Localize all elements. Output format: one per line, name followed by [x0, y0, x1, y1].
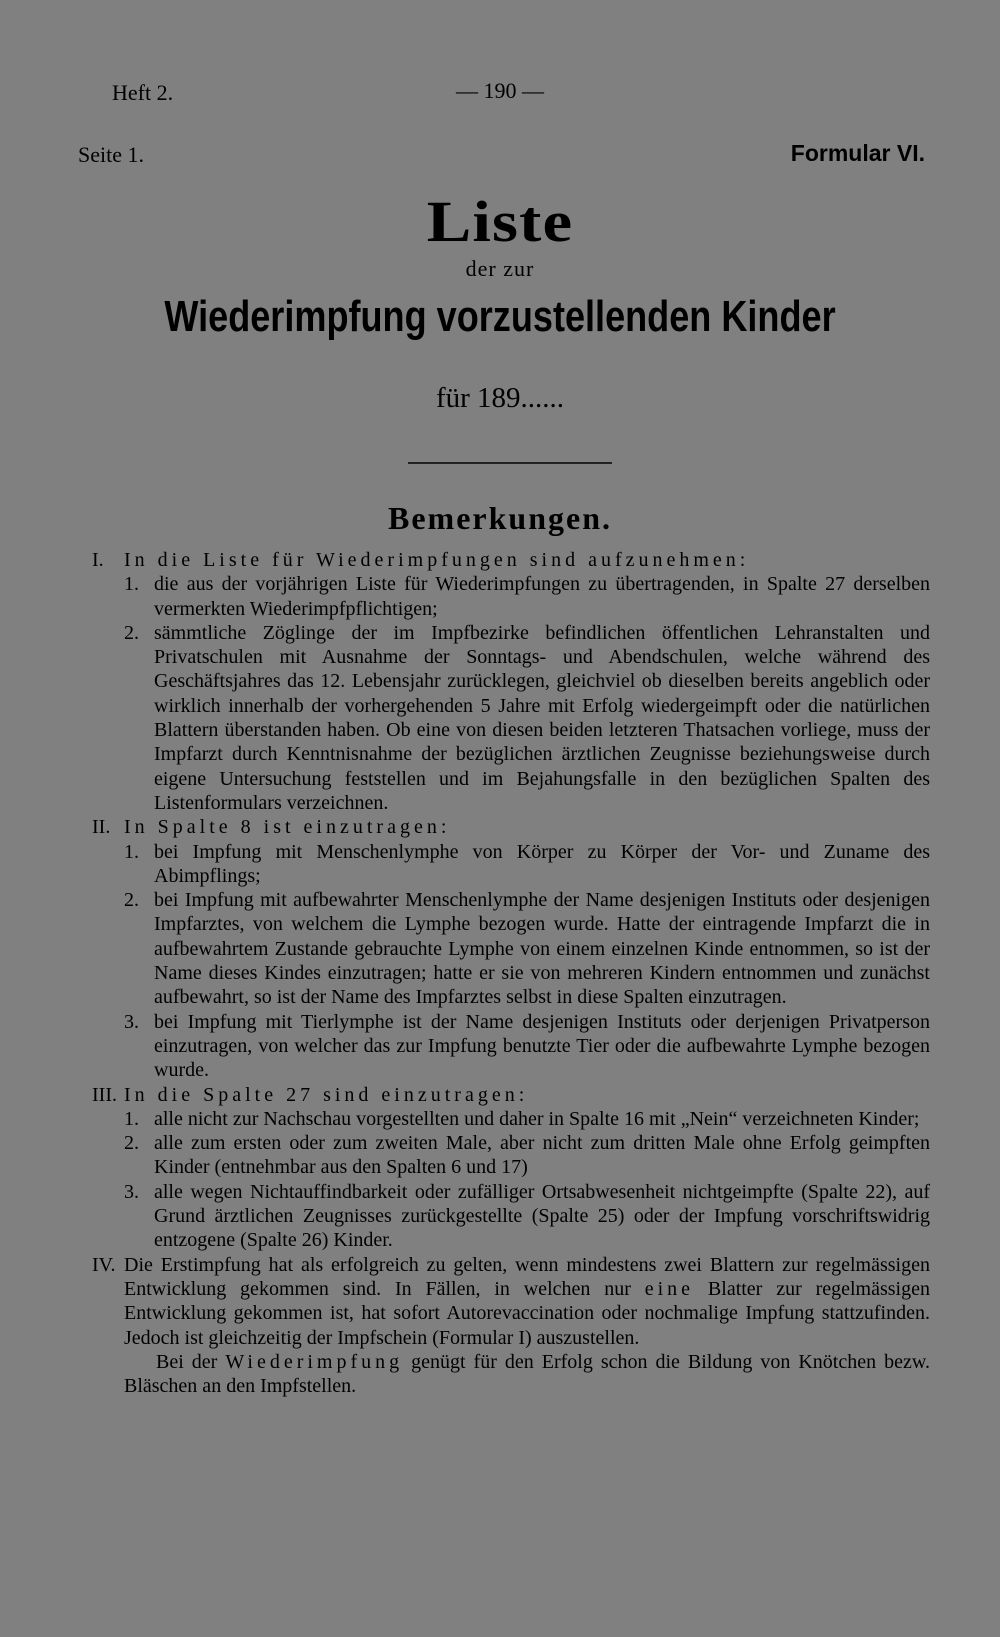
- paragraph-first-vaccination: [124, 1253, 930, 1350]
- paragraph-revaccination: [124, 1350, 930, 1399]
- item-number: 2.: [124, 889, 139, 912]
- section-numeral: IV.: [92, 1253, 116, 1276]
- list-item: [124, 1180, 930, 1253]
- item-number: 1.: [124, 1107, 139, 1130]
- section-heading: In die Liste für Wiederimpfungen sind aufzunehmen:: [124, 549, 750, 571]
- section-4: [92, 1253, 930, 1399]
- remarks-body: [92, 548, 930, 1398]
- list-item: [124, 888, 930, 1009]
- item-text: sämmtliche Zöglinge der im Impfbezirke befindlichen öffentlichen Lehranstalten und Privatschulen mit Ausnahme der Sonntags- und Abendschulen, welche während des Geschäftsjahres das 12. Lebensjahr zurücklegen, gleichviel ob dieselben bereits angeblich oder wirklich innerhalb der vorhergehenden 5 Jahre mit Erfolg wiedergeimpft oder die natürlichen Blattern überstanden haben. Ob eine von diesen beiden letzteren Thatsachen vorliege, muss der Impfarzt durch Kenntnisnahme der bezüglichen ärztlichen Zeugnisse beziehungsweise durch eigene Untersuchung feststellen und im Bejahungsfalle in den bezüglichen Spalten des Listenformulars verzeichnen.: [154, 621, 930, 814]
- item-number: 3.: [124, 1180, 139, 1203]
- item-number: 2.: [124, 1132, 139, 1155]
- list-item: [124, 621, 930, 815]
- list-item: [124, 1131, 930, 1180]
- paragraph-text: Die Erstimpfung hat als erfolgreich zu gelten, wenn mindestens zwei Blattern zur regelmässigen Entwicklung gekommen sind. In Fällen, in welchen nur: [124, 1253, 930, 1300]
- item-text: alle nicht zur Nachschau vorgestellten und daher in Spalte 16 mit „Nein“ verzeichneten Kinder;: [154, 1107, 920, 1130]
- page-number: — 190 —: [456, 78, 544, 103]
- section-2: [92, 815, 930, 1082]
- item-text: bei Impfung mit Menschenlymphe von Körper zu Körper der Vor- und Zuname des Abimpflings;: [154, 840, 930, 887]
- remarks-heading: Bemerkungen.: [388, 500, 612, 536]
- divider-line: [408, 462, 612, 464]
- section-heading: In die Spalte 27 sind einzutragen:: [124, 1083, 529, 1106]
- section-numeral: III.: [92, 1083, 117, 1106]
- item-text: alle wegen Nichtauffindbarkeit oder zufälliger Ortsabwesenheit nichtgeimpfte (Spalte 22), auf Grund ärztlichen Zeugnisses zurückgestellte (Spalte 25) oder der Impfung vorschriftswidrig entzogene (Spalte 26) Kinder.: [154, 1180, 930, 1252]
- year-line: für 189......: [435, 382, 565, 414]
- item-number: 3.: [124, 1010, 139, 1033]
- item-text: die aus der vorjährigen Liste für Wiederimpfungen zu übertragenden, in Spalte 27 derselben vermerkten Wiederimpfpflichtigen;: [154, 573, 930, 620]
- list-item: [124, 840, 930, 889]
- section-1: [92, 548, 930, 815]
- form-number: Formular VI.: [790, 140, 925, 166]
- list-item: [124, 1107, 930, 1131]
- item-text: bei Impfung mit Tierlymphe ist der Name desjenigen Instituts oder derjenigen Privatperson einzutragen, von welcher das zur Impfung benutzte Tier oder die aufbewahrte Lymphe bezogen wurde.: [154, 1010, 930, 1082]
- list-item: [124, 572, 930, 621]
- section-heading: In Spalte 8 ist einzutragen:: [124, 816, 451, 839]
- document-title: Liste: [426, 189, 574, 254]
- paragraph-text: genügt für den Erfolg schon die Bildung von Knötchen bezw. Bläschen an den Impfstellen.: [124, 1350, 930, 1398]
- emphasis-text: Wiederimpfung: [225, 1350, 404, 1373]
- list-item: [124, 1010, 930, 1083]
- section-3: [92, 1083, 930, 1253]
- item-text: alle zum ersten oder zum zweiten Male, aber nicht zum dritten Male ohne Erfolg geimpften Kinder (entnehmbar aus den Spalten 6 und 17): [154, 1132, 930, 1179]
- item-text: bei Impfung mit aufbewahrter Menschenlymphe der Name desjenigen Instituts oder desjenigen Impfarztes, von welchem die Lymphe bezogen wurde. Hatte der eintragende Impfarzt die in aufbewahrtem Zustande gebrauchte Lymphe von einem einzelnen Kinde entnommen, so ist der Name dieses Kindes einzutragen; hatte er sie von mehreren Kindern entnommen und zunächst aufbewahrt, so ist der Name des Impfarztes selbst in diese Spalten einzutragen.: [154, 889, 930, 1009]
- section-numeral: II.: [92, 816, 111, 839]
- section-numeral: I.: [92, 549, 104, 571]
- booklet-number: Heft 2.: [112, 80, 174, 105]
- item-number: 1.: [124, 573, 139, 596]
- paragraph-text: Blatter zur regelmässigen Entwicklung gekommen ist, hat sofort Autorevaccination oder nochmalige Impfung stattzufinden. Jedoch ist gleichzeitig der Impfschein (Formular I) auszustellen.: [124, 1277, 930, 1349]
- emphasis-text: eine: [644, 1277, 695, 1300]
- item-number: 1.: [124, 840, 139, 863]
- paragraph-text: Bei der: [156, 1350, 226, 1373]
- subtitle-main: Wiederimpfung vorzustellenden Kinder: [164, 292, 836, 341]
- page-label: Seite 1.: [78, 142, 144, 167]
- item-number: 2.: [124, 621, 139, 644]
- subtitle-small: der zur: [465, 256, 535, 281]
